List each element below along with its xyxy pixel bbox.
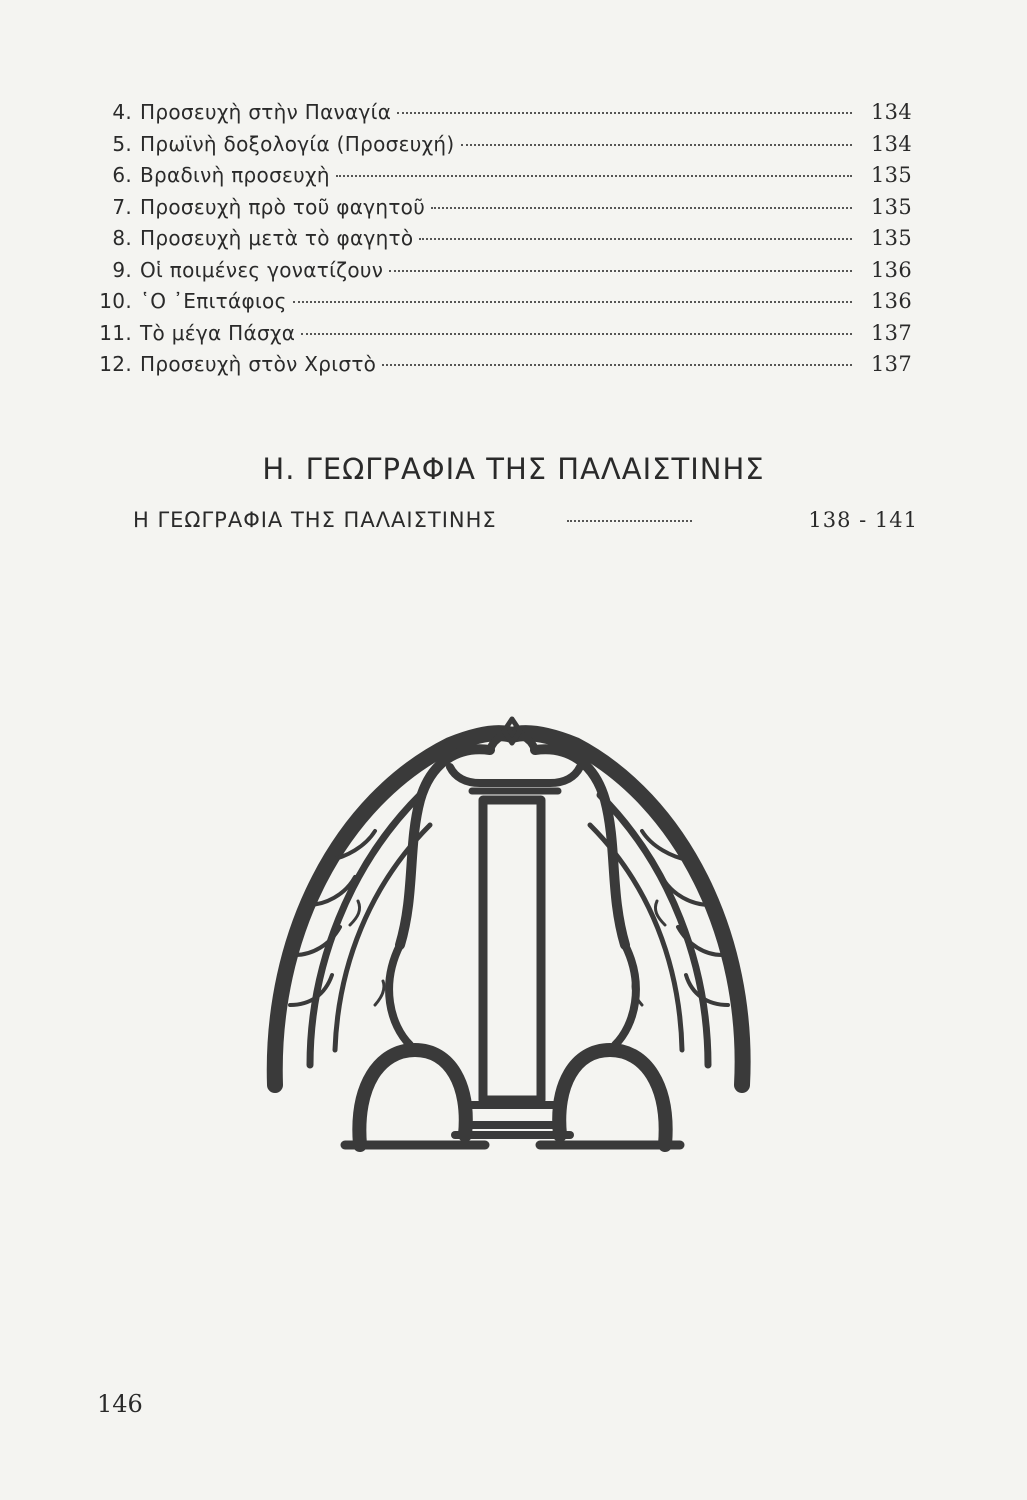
toc-entry-title: Προσευχὴ στὸν Χριστὸ	[140, 352, 377, 376]
page-number: 146	[97, 1390, 143, 1418]
toc-entry-number: 9.	[112, 257, 132, 282]
toc-entry-number: 12.	[99, 352, 132, 376]
dot-leader	[301, 333, 852, 335]
toc-entry	[92, 321, 912, 353]
toc-entry	[92, 195, 912, 227]
toc-entry-title: Προσευχὴ στὴν Παναγία	[140, 100, 392, 124]
toc-entry-number: 5.	[112, 131, 132, 156]
toc-entry-title: Οἱ ποιμένες γονατίζουν	[140, 257, 384, 282]
toc-entry	[92, 226, 912, 258]
toc-entry-page: 136	[871, 257, 912, 282]
section-entry	[133, 508, 918, 532]
toc-entry-page: 137	[871, 352, 912, 376]
peacocks-column-emblem-icon	[250, 705, 770, 1175]
dot-leader	[336, 175, 852, 177]
toc-entry	[92, 100, 912, 132]
toc-entry	[92, 163, 912, 195]
table-of-contents	[92, 100, 912, 384]
toc-entry-number: 7.	[112, 194, 132, 219]
dot-leader	[419, 238, 852, 240]
dot-leader	[389, 270, 852, 272]
toc-entry-page: 134	[871, 131, 912, 156]
toc-entry-page: 135	[871, 194, 912, 219]
dot-leader	[567, 520, 692, 522]
toc-entry-title: Προσευχὴ μετὰ τὸ φαγητὸ	[140, 226, 414, 250]
toc-entry-number: 10.	[99, 289, 132, 313]
toc-entry-page: 137	[871, 320, 912, 345]
section-entry-page-range: 138 - 141	[808, 508, 918, 532]
toc-entry-title: Πρωϊνὴ δοξολογία (Προσευχή)	[140, 131, 455, 156]
toc-entry	[92, 289, 912, 321]
dot-leader	[461, 144, 853, 146]
toc-entry-title: Βραδινὴ προσευχὴ	[140, 163, 330, 187]
toc-entry	[92, 258, 912, 290]
dot-leader	[382, 364, 852, 366]
toc-entry-title: Προσευχὴ πρὸ τοῦ φαγητοῦ	[140, 194, 426, 219]
dot-leader	[397, 112, 852, 114]
toc-entry-page: 135	[871, 226, 912, 250]
section-entry-title: Η ΓΕΩΓΡΑΦΙΑ ΤΗΣ ΠΑΛΑΙΣΤΙΝΗΣ	[133, 508, 497, 532]
toc-entry-title: ῾Ο ᾿Επιτάφιος	[140, 289, 287, 313]
toc-entry-number: 8.	[112, 226, 132, 250]
toc-entry-page: 135	[871, 163, 912, 187]
dot-leader	[293, 301, 852, 303]
section-heading: Η. ΓΕΩΓΡΑΦΙΑ ΤΗΣ ΠΑΛΑΙΣΤΙΝΗΣ	[262, 452, 765, 486]
toc-entry-number: 6.	[112, 163, 132, 187]
dot-leader	[431, 207, 852, 209]
toc-entry-number: 11.	[99, 320, 132, 345]
toc-entry-page: 136	[871, 289, 912, 313]
toc-entry-title: Τὸ μέγα Πάσχα	[140, 320, 296, 345]
toc-entry-page: 134	[871, 100, 912, 124]
toc-entry	[92, 352, 912, 384]
toc-entry	[92, 132, 912, 164]
toc-entry-number: 4.	[112, 100, 132, 124]
